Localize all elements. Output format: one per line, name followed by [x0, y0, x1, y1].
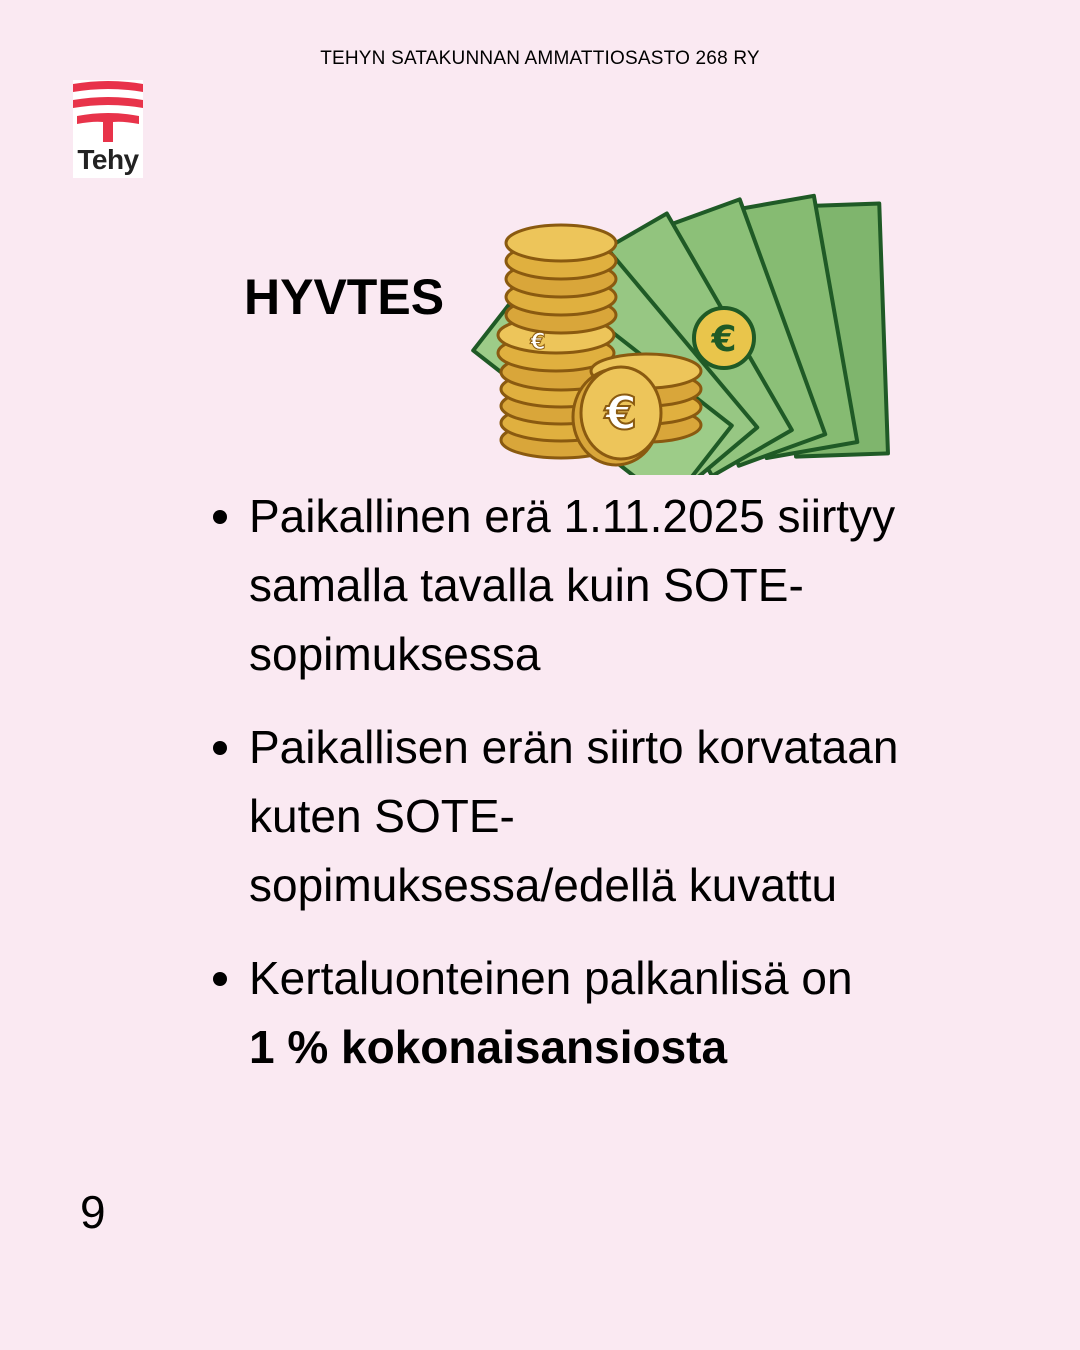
page-number: 9	[80, 1186, 106, 1238]
bullet-text: Paikallisen erän siirto korvataan kuten SOTE-sopimuksessa/edellä kuvattu	[249, 721, 899, 911]
page-title: HYVTES	[244, 269, 445, 325]
svg-text:€: €	[711, 319, 737, 360]
svg-text:€: €	[604, 386, 638, 440]
bullet-bold-text: 1 % kokonaisansiosta	[249, 1021, 728, 1073]
tehy-logo	[73, 80, 143, 178]
bullet-text: Paikallinen erä 1.11.2025 siirtyy samalla tavalla kuin SOTE- sopimuksessa	[249, 490, 896, 680]
bullet-dot-icon	[213, 972, 227, 986]
bullet-text: Kertaluonteinen palkanlisä on	[249, 952, 853, 1004]
svg-text:€: €	[530, 330, 546, 355]
money-coins-banknotes-icon	[466, 185, 896, 475]
organization-header: TEHYN SATAKUNNAN AMMATTIOSASTO 268 RY	[320, 48, 760, 69]
logo-text: Tehy	[77, 144, 139, 175]
list-item	[208, 944, 928, 1082]
tehy-logo-icon	[73, 80, 143, 144]
list-item	[208, 713, 928, 920]
bullet-dot-icon	[213, 510, 227, 524]
bullet-list	[208, 482, 928, 1106]
list-item	[208, 482, 928, 689]
bullet-dot-icon	[213, 741, 227, 755]
